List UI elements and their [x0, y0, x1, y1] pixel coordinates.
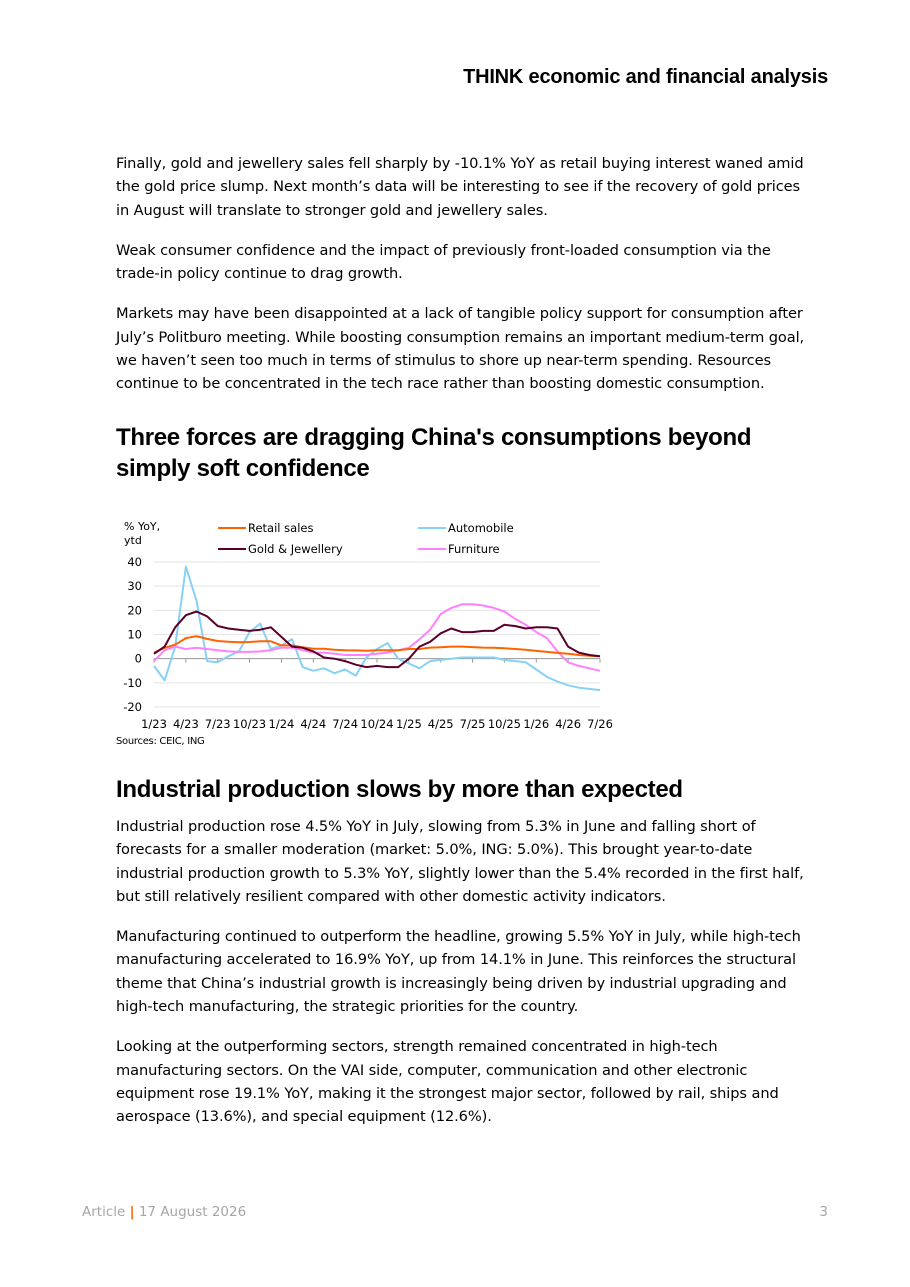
y-tick-label: 0: [134, 651, 142, 666]
y-tick-label: 10: [127, 627, 142, 642]
x-tick-label: 10/23: [232, 717, 267, 731]
x-tick-label: 1/26: [523, 717, 550, 731]
consumption-line-chart: [114, 514, 624, 736]
page-header-title: THINK economic and financial analysis: [463, 66, 828, 88]
article-content: [116, 152, 806, 484]
paragraph: Manufacturing continued to outperform the headline, growing 5.5% YoY in July, while high-tech manufacturing accelerated to 16.9% YoY, up from 14.1% in June. This reinforces the structural theme that China’s industrial growth is increasingly being driven by industrial upgrading and high-tech manufacturing, the strategic priorities for the country.: [116, 928, 801, 1016]
y-tick-label: -10: [123, 675, 142, 690]
x-tick-label: 1/25: [395, 717, 422, 731]
chart-section-heading: Three forces are dragging China's consumptions beyond simply soft confidence: [116, 423, 752, 482]
x-tick-label: 7/25: [459, 717, 486, 731]
legend-label-automobile: Automobile: [448, 521, 514, 535]
footer-separator: |: [129, 1204, 135, 1220]
chart-source: Sources: CEIC, ING: [116, 736, 205, 747]
x-tick-label: 10/24: [360, 717, 394, 731]
x-tick-label: 10/25: [487, 717, 522, 731]
x-tick-label: 4/25: [427, 717, 454, 731]
y-tick-label: 40: [127, 555, 142, 569]
ip-section-heading: Industrial production slows by more than expected: [116, 776, 683, 803]
x-tick-label: 1/24: [268, 717, 295, 731]
footer-article-date: [82, 1204, 246, 1220]
paragraph: Weak consumer confidence and the impact of previously front-loaded consumption via the trade-in policy continue to drag growth.: [116, 241, 771, 283]
y-tick-label: 30: [127, 579, 142, 594]
x-tick-label: 1/23: [141, 717, 167, 731]
y-axis-label: ytd: [124, 534, 142, 547]
paragraph: Markets may have been disappointed at a lack of tangible policy support for consumption after July’s Politburo meeting. While boosting consumption remains an important medium-term goal, we haven’t seen too much in terms of stimulus to shore up near-term spending. Resources continue to be concentrated in the tech race rather than boosting domestic consumption.: [116, 305, 805, 393]
x-tick-label: 4/26: [555, 717, 582, 731]
x-tick-label: 7/24: [332, 717, 359, 731]
legend-label-furniture: Furniture: [448, 542, 500, 556]
x-tick-label: 4/23: [172, 717, 199, 731]
page-number: 3: [819, 1204, 828, 1220]
y-axis-label: % YoY,: [124, 520, 161, 533]
ip-section: [116, 774, 806, 1146]
y-tick-label: 20: [127, 603, 142, 618]
paragraph: Industrial production rose 4.5% YoY in July, slowing from 5.3% in June and falling short of forecasts for a smaller moderation (market: 5.0%, ING: 5.0%). This brought year-to-date industrial production growth to 5.3% YoY, slightly lower than the 5.4% recorded in the first half, but still relatively resilient compared with other domestic activity indicators.: [116, 818, 804, 905]
y-tick-label: -20: [123, 700, 142, 714]
x-tick-label: 4/24: [300, 717, 327, 731]
footer-label: Article: [82, 1204, 126, 1220]
paragraph: Looking at the outperforming sectors, strength remained concentrated in high-tech manufacturing sectors. On the VAI side, computer, communication and other electronic equipment rose 19.1% YoY, making it the strongest major sector, followed by rail, ships and aerospace (13.6%), and special equipment (12.6%).: [116, 1038, 779, 1126]
legend-label-gold-jewellery: Gold & Jewellery: [248, 542, 343, 556]
x-tick-label: 7/26: [587, 717, 613, 731]
x-tick-label: 7/23: [204, 717, 231, 731]
paragraph: Finally, gold and jewellery sales fell sharply by -10.1% YoY as retail buying interest waned amid the gold price slump. Next month’s data will be interesting to see if the recovery of gold prices in August will translate to stronger gold and jewellery sales.: [116, 155, 804, 219]
legend-label-retail-sales: Retail sales: [248, 521, 314, 535]
footer-date: 17 August 2026: [138, 1204, 247, 1220]
